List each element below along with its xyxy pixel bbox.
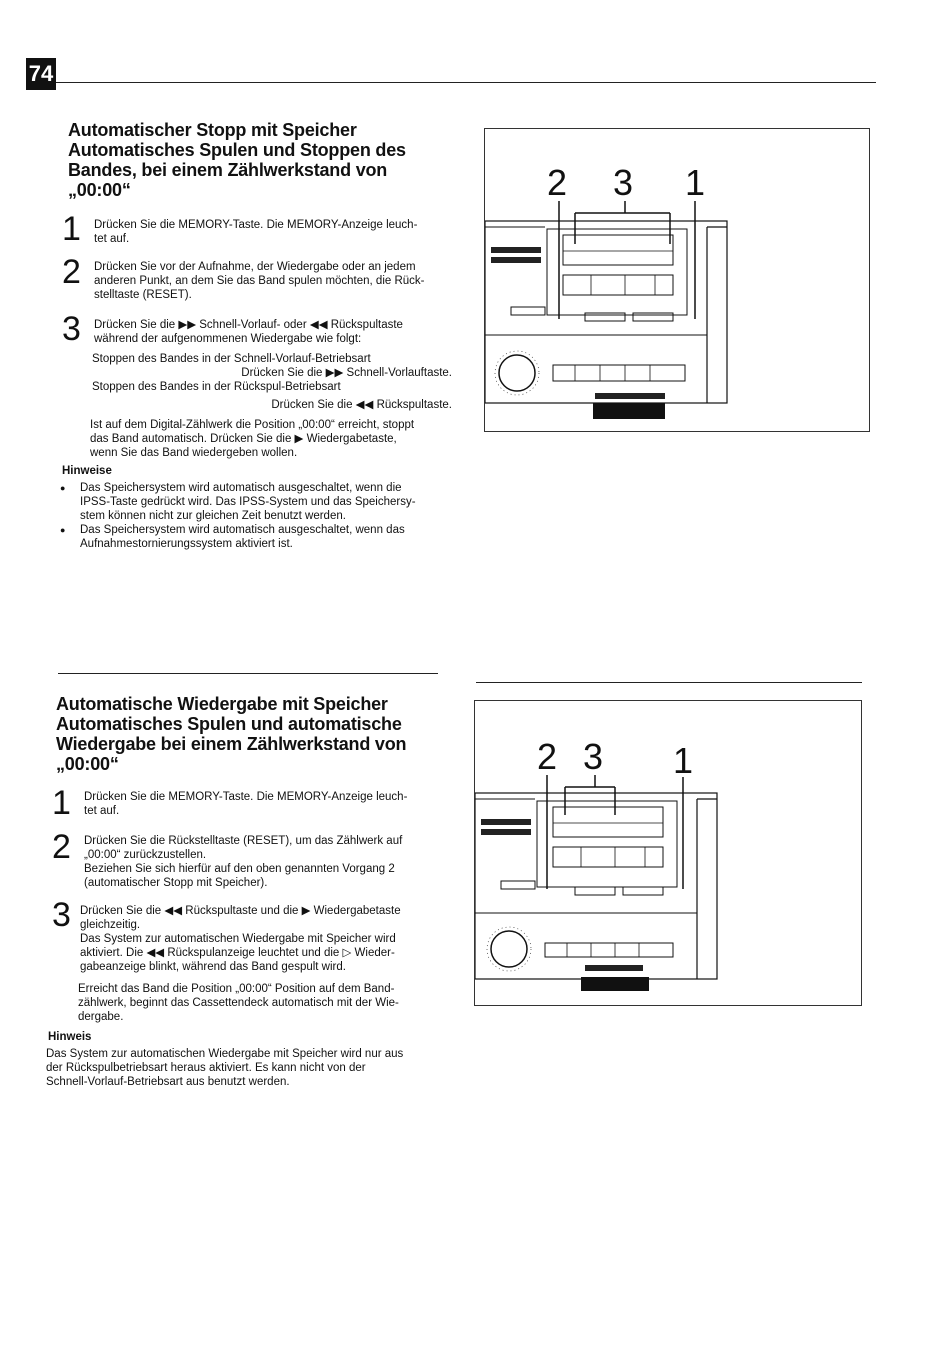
step-text	[94, 260, 474, 302]
cassette-deck-illustration	[485, 129, 869, 431]
title-line: Automatisches Spulen und automatische	[56, 714, 402, 734]
callout-number: 3	[613, 162, 634, 203]
text-line: IPSS-Taste gedrückt wird. Das IPSS-System und das Speichersy-	[80, 496, 416, 508]
title-line: Wiedergabe bei einem Zählwerkstand von	[56, 734, 407, 754]
step-text	[84, 790, 454, 818]
step-number: 1	[52, 784, 71, 822]
text-line: Drücken Sie die Rückstelltaste (RESET), um das Zählwerk auf	[84, 835, 403, 847]
deck-diagram	[484, 128, 870, 432]
text-line: Stoppen des Bandes in der Rückspul-Betriebsart	[92, 381, 341, 393]
text-line: Drücken Sie die ▶▶ Schnell-Vorlauf- oder ◀◀ Rückspultaste	[94, 319, 403, 331]
text-line: gleichzeitig.	[80, 919, 141, 931]
step-text	[84, 834, 464, 890]
list-item	[80, 523, 460, 551]
text-line: Drücken Sie die ◀◀ Rückspultaste und die ▶ Wiedergabetaste	[80, 905, 401, 917]
step-text	[80, 904, 460, 974]
list-item	[80, 481, 460, 523]
text-line: „00:00“ zurückzustellen.	[84, 849, 207, 861]
text-line: Schnell-Vorlauf-Betriebsart aus benutzt werden.	[46, 1076, 290, 1088]
hinweis-heading: Hinweis	[48, 1031, 92, 1043]
extra-text	[90, 418, 470, 460]
text-line: Drücken Sie die MEMORY-Taste. Die MEMORY-Anzeige leuch-	[84, 791, 408, 803]
callout-number: 1	[685, 162, 706, 203]
step-text	[94, 218, 464, 246]
text-line: Das System zur automatischen Wiedergabe mit Speicher wird	[80, 933, 396, 945]
step-number: 2	[62, 253, 81, 291]
hinweis-text	[46, 1047, 446, 1089]
text-line: anderen Punkt, an dem Sie das Band spulen möchten, die Rück-	[94, 275, 425, 287]
step-number: 3	[52, 896, 71, 934]
section2-title	[56, 694, 456, 774]
section-divider	[58, 673, 438, 674]
text-line: das Band automatisch. Drücken Sie die ▶ Wiedergabetaste,	[90, 433, 397, 445]
callout-number: 2	[537, 736, 558, 777]
bullet-list	[80, 481, 460, 551]
text-line: ● Das Speichersystem wird automatisch ausgeschaltet, wenn das	[80, 524, 405, 536]
section1-title	[68, 120, 468, 200]
title-line: „00:00“	[68, 180, 131, 200]
text-line: zählwerk, beginnt das Cassettendeck automatisch mit der Wie-	[78, 997, 399, 1009]
text-line: tet auf.	[84, 805, 120, 817]
text-line: gabeanzeige blinkt, während das Band gespult wird.	[80, 961, 346, 973]
title-line: Automatisches Spulen und Stoppen des	[68, 140, 406, 160]
text-line: ● Das Speichersystem wird automatisch ausgeschaltet, wenn die	[80, 482, 402, 494]
step-number: 3	[62, 310, 81, 348]
text-line: Erreicht das Band die Position „00:00“ Position auf dem Band-	[78, 983, 395, 995]
text-line: Drücken Sie die ◀◀ Rückspultaste.	[271, 399, 452, 411]
text-line: dergabe.	[78, 1011, 124, 1023]
text-line: stelltaste (RESET).	[94, 289, 192, 301]
callout-number: 1	[673, 740, 694, 781]
text-line: Stoppen des Bandes in der Schnell-Vorlauf-Betriebsart	[92, 353, 371, 365]
text-line: (automatischer Stopp mit Speicher).	[84, 877, 268, 889]
step-text	[94, 318, 474, 346]
text-line: Drücken Sie die ▶▶ Schnell-Vorlauftaste.	[241, 367, 452, 379]
title-line: Automatischer Stopp mit Speicher	[68, 120, 357, 140]
text-line: der Rückspulbetriebsart heraus aktiviert. Es kann nicht von der	[46, 1062, 366, 1074]
callout-number: 2	[547, 162, 568, 203]
hinweise-heading: Hinweise	[62, 465, 112, 477]
text-line: Ist auf dem Digital-Zählwerk die Position „00:00“ erreicht, stoppt	[90, 419, 415, 431]
deck-diagram	[474, 700, 862, 1006]
text-line: stem können nicht zur gleichen Zeit benutzt werden.	[80, 510, 346, 522]
step-number: 2	[52, 828, 71, 866]
text-line: aktiviert. Die ◀◀ Rückspulanzeige leuchtet und die ▷ Wieder-	[80, 947, 395, 959]
title-line: Automatische Wiedergabe mit Speicher	[56, 694, 388, 714]
title-line: Bandes, bei einem Zählwerkstand von	[68, 160, 388, 180]
text-line: Das System zur automatischen Wiedergabe mit Speicher wird nur aus	[46, 1048, 404, 1060]
substeps	[92, 352, 452, 412]
section-divider	[476, 682, 862, 683]
extra-text	[78, 982, 458, 1024]
text-line: Aufnahmestornierungssystem aktiviert ist.	[80, 538, 293, 550]
page-number: 74	[26, 58, 56, 90]
text-line: wenn Sie das Band wiedergeben wollen.	[90, 447, 298, 459]
text-line: während der aufgenommenen Wiedergabe wie folgt:	[94, 333, 362, 345]
text-line: Drücken Sie vor der Aufnahme, der Wiedergabe oder an jedem	[94, 261, 416, 273]
header-rule	[56, 82, 876, 83]
text-line: Beziehen Sie sich hierfür auf den oben genannten Vorgang 2	[84, 863, 395, 875]
step-number: 1	[62, 210, 81, 248]
callout-number: 3	[583, 736, 604, 777]
cassette-deck-illustration	[475, 701, 861, 1005]
title-line: „00:00“	[56, 754, 119, 774]
text-line: tet auf.	[94, 233, 130, 245]
text-line: Drücken Sie die MEMORY-Taste. Die MEMORY-Anzeige leuch-	[94, 219, 418, 231]
